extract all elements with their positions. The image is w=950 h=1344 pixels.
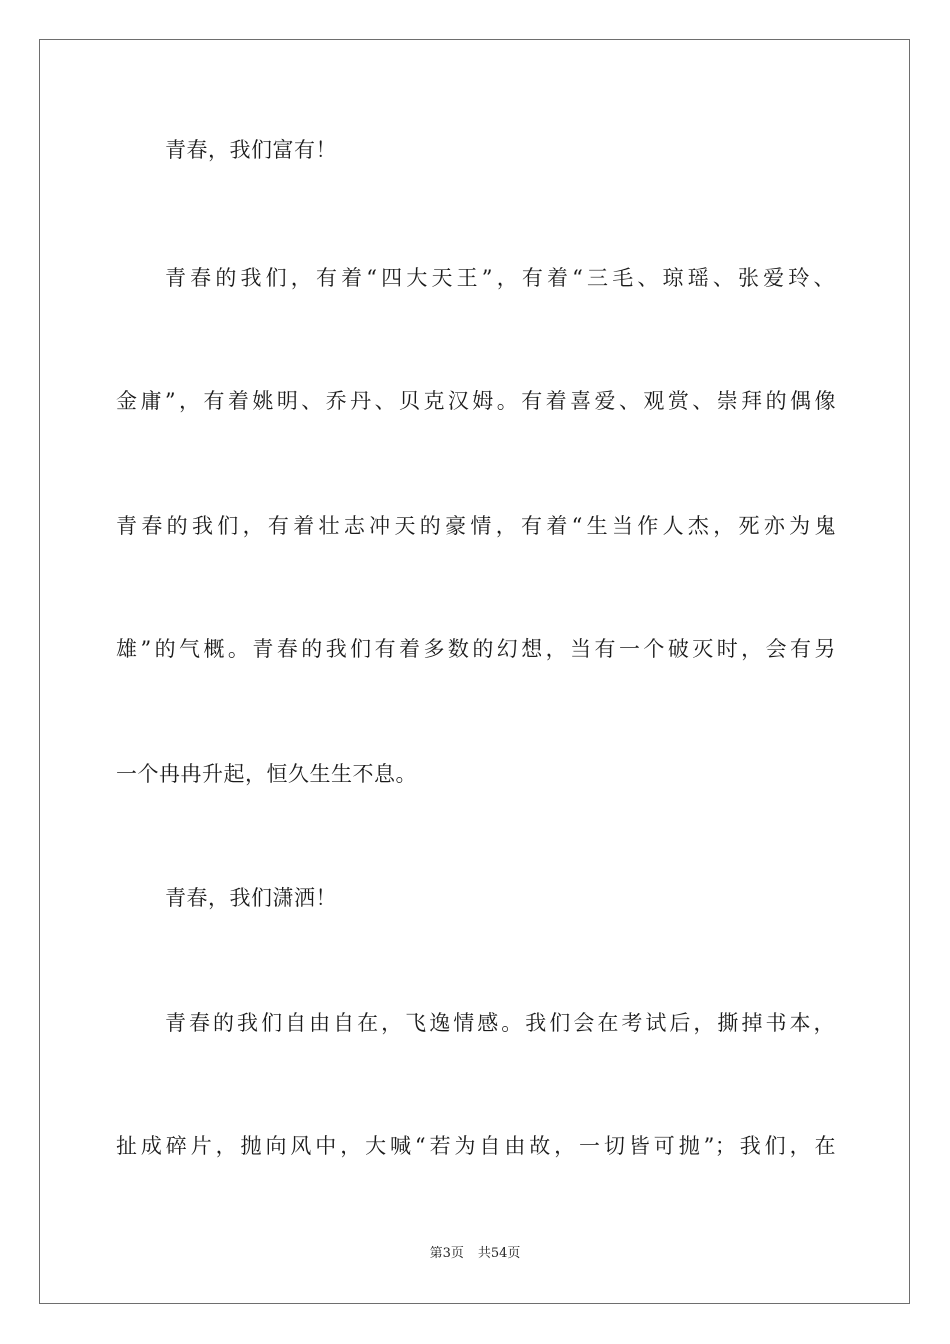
page-number: 第3页 — [429, 1246, 464, 1261]
paragraph-line: 扯成碎片，抛向风中，大喊“若为自由故，一切皆可抛”；我们，在 — [116, 1134, 836, 1158]
paragraph-line: 青春的我们自由自在，飞逸情感。我们会在考试后，撕掉书本， — [165, 1011, 835, 1035]
heading-youth-free: 青春，我们潇洒！ — [165, 886, 337, 910]
paragraph-line: 一个冉冉升起，恒久生生不息。 — [116, 762, 417, 786]
page-border — [39, 39, 910, 1304]
page-footer — [0, 1246, 950, 1262]
page-total: 共54页 — [477, 1246, 521, 1261]
heading-youth-rich: 青春，我们富有！ — [165, 138, 337, 162]
paragraph-line: 金庸”，有着姚明、乔丹、贝克汉姆。有着喜爱、观赏、崇拜的偶像 — [116, 389, 836, 413]
paragraph-line: 青春的我们，有着“四大天王”，有着“三毛、琼瑶、张爱玲、 — [165, 266, 835, 290]
paragraph-line: 青春的我们，有着壮志冲天的豪情，有着“生当作人杰，死亦为鬼 — [116, 514, 836, 538]
paragraph-line: 雄”的气概。青春的我们有着多数的幻想，当有一个破灭时，会有另 — [116, 637, 836, 661]
